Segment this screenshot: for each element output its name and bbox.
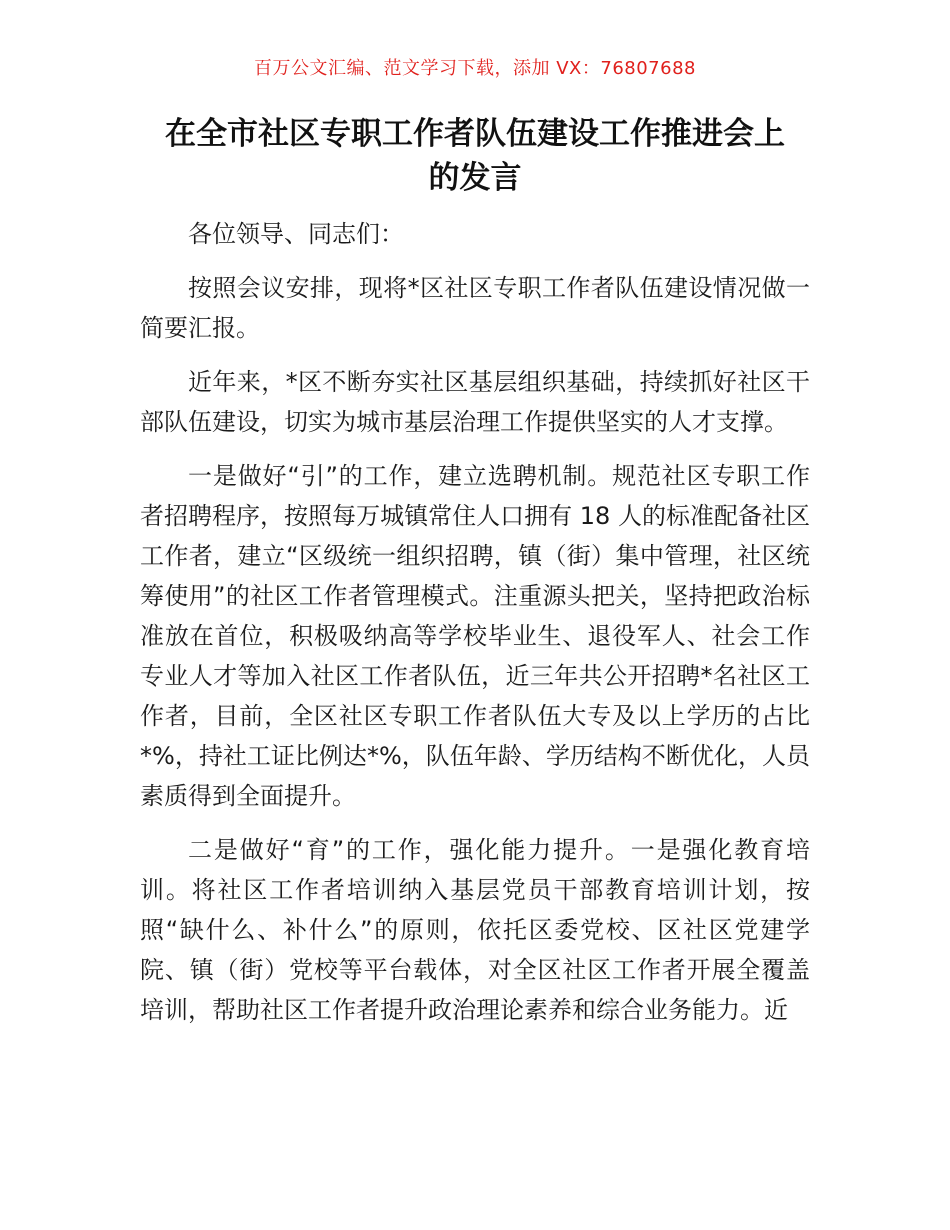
title-line-2: 的发言: [428, 160, 522, 196]
promo-banner: 百万公文汇编、范文学习下载，添加 VX：76807688: [254, 58, 696, 79]
paragraph-intro: 按照会议安排，现将*区社区专职工作者队伍建设情况做一简要汇报。: [140, 274, 810, 342]
document-body: [140, 214, 810, 1044]
paragraph-overview: 近年来，*区不断夯实社区基层组织基础，持续抓好社区干部队伍建设，切实为城市基层治理工作提供坚实的人才支撑。: [140, 368, 810, 436]
paragraph-training: 二是做好“育”的工作，强化能力提升。一是强化教育培训。将社区工作者培训纳入基层党员干部教育培训计划，按照“缺什么、补什么”的原则，依托区委党校、区社区党建学院、镇（街）党校等平台载体，对全区社区工作者开展全覆盖培训，帮助社区工作者提升政治理论素养和综合业务能力。近: [140, 836, 810, 1024]
document-title: [140, 112, 810, 200]
salutation: 各位领导、同志们：: [188, 220, 404, 248]
paragraph-recruitment: 一是做好“引”的工作，建立选聘机制。规范社区专职工作者招聘程序，按照每万城镇常住人口拥有 18 人的标准配备社区工作者，建立“区级统一组织招聘，镇（街）集中管理，社区统筹使用”的社区工作者管理模式。注重源头把关，坚持把政治标准放在首位，积极吸纳高等学校毕业生、退役军人、社会工作专业人才等加入社区工作者队伍，近三年共公开招聘*名社区工作者，目前，全区社区专职工作者队伍大专及以上学历的占比*%，持社工证比例达*%，队伍年龄、学历结构不断优化，人员素质得到全面提升。: [140, 462, 810, 810]
title-line-1: 在全市社区专职工作者队伍建设工作推进会上: [165, 116, 785, 152]
